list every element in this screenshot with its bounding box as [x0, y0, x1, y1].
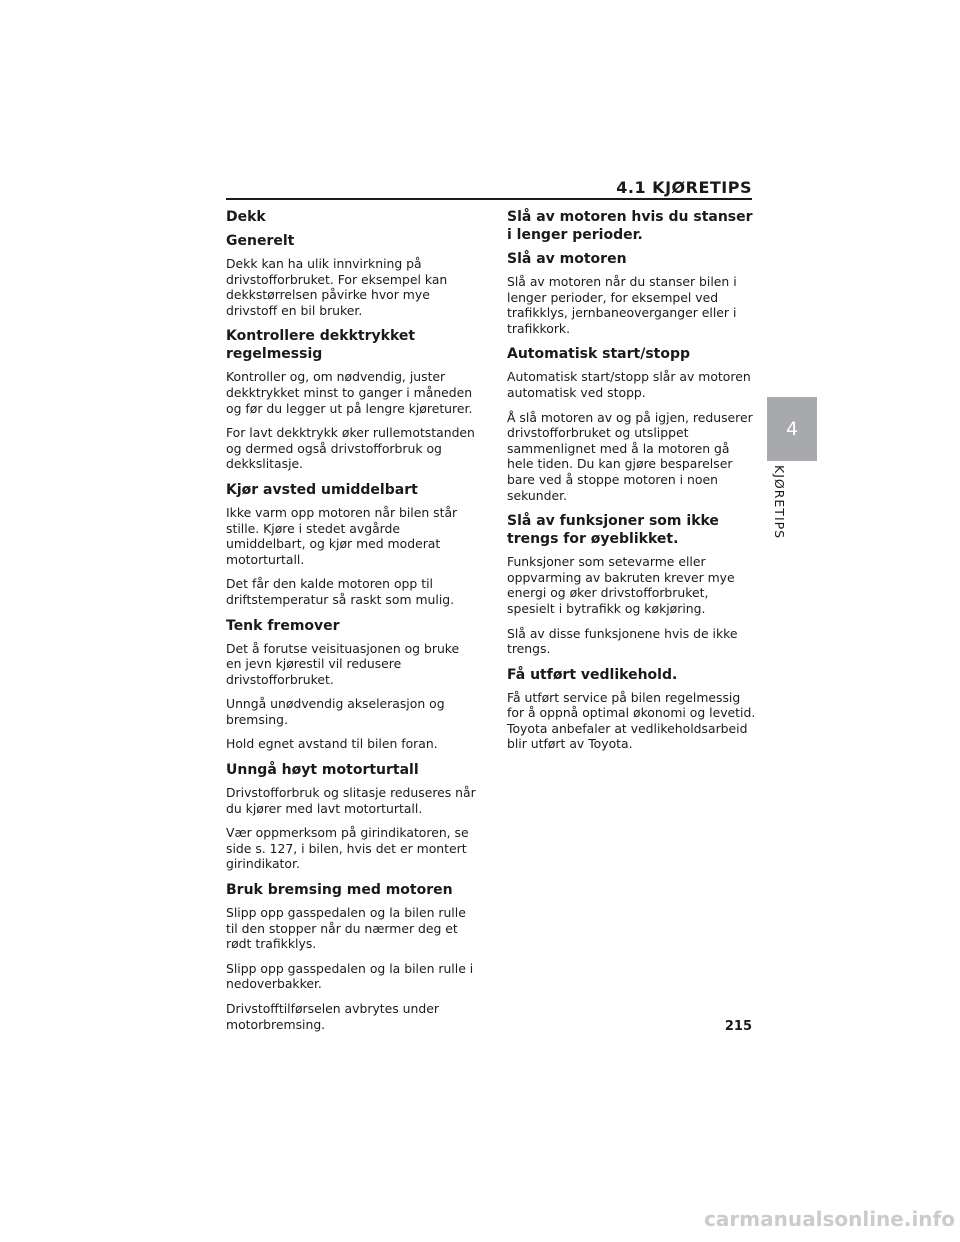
paragraph: Ikke varm opp motoren når bilen står stille. Kjøre i stedet avgårde umiddelbart, og kjør med moderat motorturtall. — [226, 504, 458, 567]
chapter-tab: 4 — [767, 397, 817, 461]
watermark: carmanualsonline.info — [704, 1207, 955, 1231]
paragraph: Funksjoner som setevarme eller oppvarming av bakruten krever mye energi og øker drivstofforbruket, spesielt i bytrafikk og køkjøring. — [507, 554, 735, 616]
heading-dekk: Dekk — [226, 209, 266, 225]
paragraph: Drivstofforbruk og slitasje reduseres når du kjører med lavt motorturtall. — [226, 785, 476, 816]
heading-tenk-fremover: Tenk fremover — [226, 617, 340, 634]
heading-automatisk-start-stopp: Automatisk start/stopp — [507, 346, 691, 363]
paragraph: Det å forutse veisituasjonen og bruke en jevn kjørestil vil redusere drivstofforbruket. — [226, 640, 460, 687]
right-column — [507, 208, 757, 761]
heading-bruk-bremsing: Bruk bremsing med motoren — [226, 882, 453, 899]
heading-fa-utfort-vedlikehold: Få utført vedlikehold. — [507, 666, 678, 683]
paragraph: Hold egnet avstand til bilen foran. — [226, 736, 438, 752]
paragraph: Dekk kan ha ulik innvirkning på drivstofforbruket. For eksempel kan dekkstørrelsen påvirke hvor mye drivstoff en bil bruker. — [226, 256, 448, 318]
heading-kontrollere-dekktrykket: Kontrollere dekktrykket regelmessig — [226, 328, 416, 363]
left-column — [226, 208, 476, 1041]
paragraph: Slå av disse funksjonene hvis de ikke trengs. — [507, 625, 738, 657]
paragraph: Drivstofftilførselen avbrytes under motorbremsing. — [226, 1001, 439, 1032]
paragraph: Slipp opp gasspedalen og la bilen rulle i nedoverbakker. — [226, 960, 474, 992]
paragraph: Automatisk start/stopp slår av motoren automatisk ved stopp. — [507, 369, 751, 400]
heading-sla-av-motoren: Slå av motoren — [507, 251, 627, 267]
paragraph: Det får den kalde motoren opp til driftstemperatur så raskt som mulig. — [226, 576, 455, 607]
paragraph: Å slå motoren av og på igjen, reduserer drivstofforbruket og utslippet sammenlignet med å la motoren gå hele tiden. Du kan gjøre besparelser bare ved å stoppe motoren i noen sekunder. — [507, 409, 753, 503]
paragraph: Kontroller og, om nødvendig, juster dekktrykket minst to ganger i måneden og før du legger ut på lengre kjøreturer. — [226, 369, 473, 416]
heading-unnga-hoyt-motorturtall: Unngå høyt motorturtall — [226, 762, 419, 779]
heading-kjor-avsted: Kjør avsted umiddelbart — [226, 481, 418, 498]
page-number: 215 — [724, 1019, 752, 1034]
heading-sla-av-funksjoner: Slå av funksjoner som ikke trengs for øyeblikket. — [507, 513, 719, 548]
paragraph: Få utført service på bilen regelmessig for å oppnå optimal økonomi og levetid. Toyota anbefaler at vedlikeholdsarbeid blir utført av Toyota. — [507, 689, 756, 752]
paragraph: Vær oppmerksom på girindikatoren, se side s. 127, i bilen, hvis det er montert girindikator. — [226, 825, 469, 872]
paragraph: Slipp opp gasspedalen og la bilen rulle til den stopper når du nærmer deg et rødt trafikklys. — [226, 905, 466, 952]
heading-sla-av-motoren-stanser: Slå av motoren hvis du stanser i lenger perioder. — [507, 209, 753, 243]
heading-generelt: Generelt — [226, 233, 295, 249]
paragraph: Unngå unødvendig akselerasjon og bremsing. — [226, 696, 445, 727]
header-rule — [226, 198, 752, 200]
chapter-label: KJØRETIPS — [772, 465, 787, 540]
paragraph: For lavt dekktrykk øker rullemotstanden og dermed også drivstofforbruk og dekkslitasje. — [226, 425, 475, 472]
section-header: 4.1 KJØRETIPS — [616, 178, 752, 197]
paragraph: Slå av motoren når du stanser bilen i lenger perioder, for eksempel ved trafikklys, jernbaneoverganger eller i trafikkork. — [507, 274, 737, 336]
